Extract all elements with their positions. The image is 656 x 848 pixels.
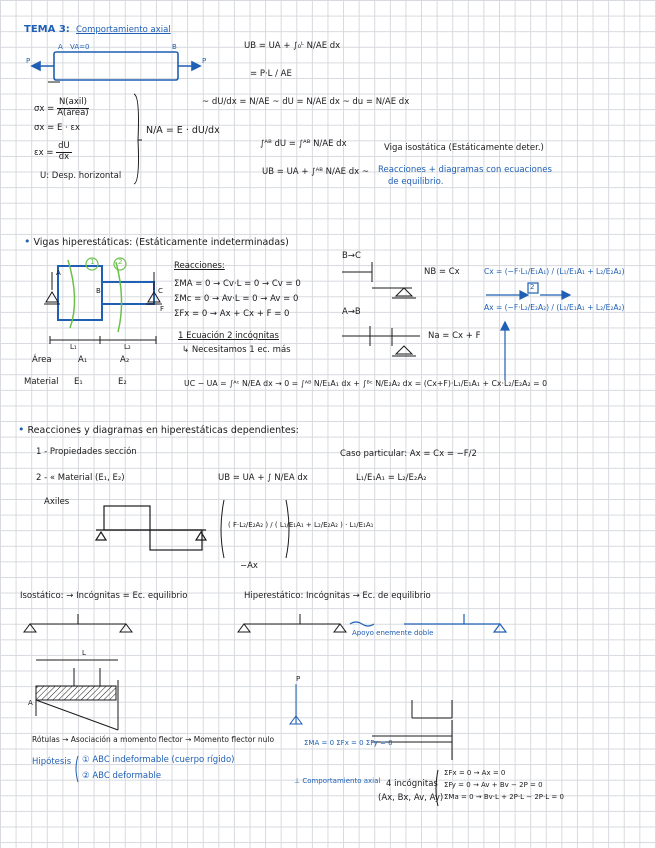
hiperestatico-note: Hiperestático: Incógnitas → Ec. de equilibrio (244, 591, 431, 601)
compatibility-equation: UC − UA = ∫ᴬᶜ N/EA dx → 0 = ∫ᴬᴮ N/E₁A₁ dx + ∫ᴮᶜ N/E₂A₂ dx = (Cx+F)·L₁/E₁A₁ + Cx·L₂/E₂A₂ = 0 (184, 379, 548, 388)
label-one: 1 (90, 258, 95, 266)
comp-axial-note: ⊥ Comportamiento axial (294, 777, 381, 785)
ub-equation-1: UB = UA + ∫₀ᴸ N/AE dx (244, 41, 341, 51)
sigma-eq-1: σx = $\frac{\text{N(axil)}}{\text{A(área)}}$ (34, 97, 89, 118)
label-l1: L₁ (70, 343, 77, 351)
label-a: A (56, 269, 61, 277)
hipotesis-1: ① ABC indeformable (cuerpo rígido) (82, 755, 235, 765)
na-equation: N/A = E · dU/dx (146, 125, 220, 136)
a-label-rigid: A (28, 699, 33, 707)
connector-arrows (486, 283, 570, 380)
left-equilibrium-eqs: ΣMA = 0 ΣFx = 0 ΣFy = 0 (304, 739, 393, 747)
axial-diagram (96, 506, 206, 550)
p-label-vertical: P (296, 675, 301, 683)
beam-a-label: A (58, 43, 63, 51)
integral-du: ∫ᴬᴮ dU = ∫ᴬᴮ N/AE dx (260, 139, 347, 149)
u-desp-label: U: Desp. horizontal (40, 171, 122, 181)
viga-isostatica-note: Viga isostática (Estáticamente deter.) (384, 143, 544, 153)
ax-result: Ax = (−F·L₂/E₂A₂) / (L₁/E₁A₁ + L₂/E₂A₂) (484, 303, 625, 312)
ub-integral: UB = UA + ∫ N/EA dx (218, 473, 308, 483)
isostatico-note: Isostático: → Incógnitas = Ec. equilibrio (20, 591, 188, 601)
iso-beam (24, 614, 132, 632)
big-frac-paren-left (221, 500, 224, 558)
reaction-eq-3: ΣFx = 0 → Ax + Cx + F = 0 (174, 309, 290, 319)
caso-equation: L₁/E₁A₁ = L₂/E₂A₂ (356, 473, 427, 483)
label-f: F (160, 305, 165, 313)
material-label: Material (24, 377, 59, 387)
reaction-eq-2: ΣMc = 0 → Av·L = 0 → Av = 0 (174, 294, 299, 304)
na-equation-ab: Na = Cx + F (428, 331, 481, 341)
beam-b-label: B (172, 43, 177, 51)
minus-ax: −Ax (240, 561, 258, 571)
right-eq-3: ΣMa = 0 → Bv·L + 2P·L − 2P·L = 0 (444, 793, 564, 801)
beam-left-p-label: P (26, 57, 31, 65)
axiles-label: Axiles (44, 497, 70, 507)
hyper-beam (44, 258, 165, 344)
bc-label: B→C (342, 251, 361, 261)
section1-title: TEMA 3: (24, 24, 70, 35)
label-b: B (96, 287, 101, 295)
beam-section1 (32, 52, 200, 80)
hiper-beam-ink (238, 614, 346, 632)
reaction-eq-1: ΣMA = 0 → Cv·L = 0 → Cv = 0 (174, 279, 301, 289)
label-c: C (158, 287, 163, 295)
ub-equation-2: = P·L / AE (250, 69, 292, 79)
material-e1: E₁ (74, 377, 83, 387)
ab-label: A→B (342, 307, 361, 317)
derivation-chain: ~ dU/dx = N/AE ~ dU = N/AE dx ~ du = N/AE dx (202, 97, 410, 107)
item-1: 1 - Propiedades sección (36, 447, 137, 457)
incognitas-4: 4 incógnitas (386, 779, 438, 789)
bc-freebody (342, 262, 416, 298)
apoyo-note: Apoyo enemente doble (352, 629, 434, 637)
sigma-eq-2: σx = E · εx (34, 123, 81, 133)
reacciones-note-1: Reacciones + diagramas con ecuaciones (378, 165, 552, 175)
horizontal-bar-diagram (372, 700, 452, 760)
section2-title: • Vigas hiperestáticas: (Estáticamente indeterminadas) (24, 236, 289, 248)
beam-va-label: VA=0 (70, 43, 90, 51)
area-a2: A₂ (120, 355, 130, 365)
reacciones-note-2: de equilibrio. (388, 177, 444, 187)
section1-subtitle: Comportamiento axial (76, 25, 171, 35)
right-eq-2: ΣFy = 0 → Av + Bv − 2P = 0 (444, 781, 543, 789)
ecuacion-note: 1 Ecuación 2 incógnitas (178, 331, 279, 341)
area-label: Área (32, 355, 52, 365)
ab-freebody (342, 326, 420, 356)
boxed-number: 2 (530, 283, 535, 291)
big-fraction: ( F·L₂/E₂A₂ ) / ( L₁/E₁A₁ + L₂/E₂A₂ ) · L₁/E₁A₁ (228, 521, 374, 529)
section3-title: • Reacciones y diagramas en hiperestáticas dependientes: (18, 424, 299, 436)
necesitamos-note: ↳ Necesitamos 1 ec. más (182, 345, 291, 355)
caso-particular: Caso particular: Ax = Cx = −F/2 (340, 449, 477, 459)
item-2: 2 - « Material (E₁, E₂) (36, 473, 125, 483)
right-eq-1: ΣFx = 0 → Ax = 0 (444, 769, 506, 777)
rotulas-note: Rótulas → Asociación a momento flector → Momento flector nulo (32, 735, 275, 744)
vertical-bar-diagram (290, 684, 302, 724)
epsilon-eq: εx = $\frac{dU}{dx}$ (34, 141, 70, 162)
area-a1: A₁ (78, 355, 88, 365)
beam-p-label: P (202, 57, 207, 65)
l-label-top: L (82, 649, 86, 657)
ub-equation-3: UB = UA + ∫ᴬᴮ N/AE dx ~ (262, 167, 369, 177)
label-two: 2 (118, 258, 123, 266)
incognitas-list: (Ax, Bx, Av, Ay) (378, 793, 444, 803)
material-e2: E₂ (118, 377, 127, 387)
hipotesis-label: Hipótesis (32, 757, 72, 767)
hipotesis-brace (76, 756, 78, 782)
equations-bracket (134, 94, 142, 184)
rigid-body-diagram (36, 660, 118, 730)
nb-equation: NB = Cx (424, 267, 460, 277)
reacciones-title: Reacciones: (174, 261, 225, 271)
cx-result: Cx = (−F·L₁/E₁A₁) / (L₁/E₁A₁ + L₂/E₂A₂) (484, 267, 625, 276)
label-l2: L₂ (124, 343, 131, 351)
hipotesis-2: ② ABC deformable (82, 771, 162, 781)
